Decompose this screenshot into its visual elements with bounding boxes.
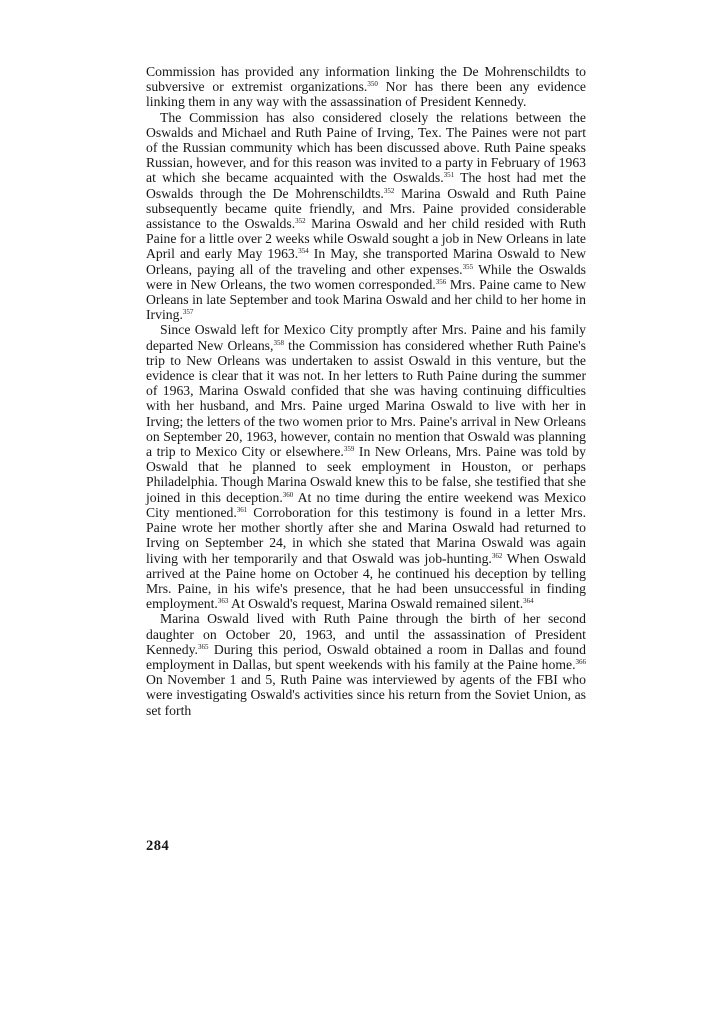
footnote-ref: 363 [217,597,229,606]
paragraph: Marina Oswald lived with Ruth Paine through the birth of her second daughter on October 20, 1963, and until the assassination of President Kennedy.$^{365}$ During this period, Oswald obtained a room in Dallas and found employment in Dallas, but spent weekends with his family at the Paine home.$^{366}$ On November 1 and 5, Ruth Paine was interviewed by agents of the FBI who were investigating Oswald's activities since his return from the Soviet Union, as set forth [146,611,586,718]
footnote-ref: 366 [575,657,586,666]
paragraph: Commission has provided any information linking the De Mohrenschildts to subversive or extremist organizations.$^{350}$ Nor has there been any evidence linking them in any way with the assassination of President Kennedy. [146,64,587,110]
footnote-ref: 352 [295,217,306,226]
footnote-ref: 358 [273,338,284,347]
page-number: 284 [146,838,170,854]
paragraph: The Commission has also considered closely the relations between the Oswalds and Michael and Ruth Paine of Irving, Tex. The Paines were not part of the Russian community which has been discussed above. Ruth Paine speaks Russian, however, and for this reason was invited to a party in February of 1963 at which she became acquainted with the Oswalds.$^{351}$ The host had met the Oswalds through the De Mohrenschildts.$^{352}$ Marina Oswald and Ruth Paine subsequently became quite friendly, and Mrs. Paine provided considerable assistance to the Oswalds.$^{352}$ Marina Oswald and her child resided with Ruth Paine for a little over 2 weeks while Oswald sought a job in New Orleans in late April and early May 1963.$^{354}$ In May, she transported Marina Oswald to New Orleans, paying all of the traveling and other expenses.$^{355}$ While the Oswalds were in New Orleans, the two women corresponded.$^{356}$ Mrs. Paine came to New Orleans in late September and took Marina Oswald and her child to her home in Irving.$^{357}$ [146,109,586,323]
footnote-ref: 355 [462,262,474,271]
footnote-ref: 361 [236,505,248,514]
footnote-ref: 356 [435,277,447,286]
footnote-ref: 352 [383,186,395,195]
footnote-ref: 354 [298,247,309,256]
document-body [146,64,586,718]
footnote-ref: 350 [367,80,378,89]
paragraph: Since Oswald left for Mexico City promptly after Mrs. Paine and his family departed New Orleans,$^{358}$ the Commission has considered whether Ruth Paine's trip to New Orleans was undertaken to assist Oswald in this venture, but the evidence is clear that it was not. In her letters to Ruth Paine during the summer of 1963, Marina Oswald confided that she was having continuing difficulties with her husband, and Mrs. Paine urged Marina Oswald to live with her in Irving; the letters of the two women prior to Mrs. Paine's arrival in New Orleans on September 20, 1963, however, contain no mention that Oswald was planning a trip to Mexico City or elsewhere.$^{359}$ In New Orleans, Mrs. Paine was told by Oswald that he planned to seek employment in Houston, or perhaps Philadelphia. Though Marina Oswald knew this to be false, she testified that she joined in this deception.$^{360}$ At no time during the entire weekend was Mexico City mentioned.$^{361}$ Corroboration for this testimony is found in a letter Mrs. Paine wrote her mother shortly after she and Marina Oswald had returned to Irving on September 24, in which she stated that Marina Oswald was again living with her temporarily and that Oswald was job-hunting.$^{362}$ When Oswald arrived at the Paine home on October 4, he continued his deception by telling Mrs. Paine, in his wife's presence, that he had been unsuccessful in finding employment.$^{363}$ At Oswald's request, Marina Oswald remained silent.$^{364}$ [146,322,587,612]
footnote-ref: 357 [182,308,194,317]
footnote-ref: 351 [443,171,455,180]
footnote-ref: 360 [282,490,294,499]
footnote-ref: 362 [491,551,503,560]
footnote-ref: 364 [523,597,534,606]
footnote-ref: 365 [197,642,209,651]
footnote-ref: 359 [343,445,355,454]
